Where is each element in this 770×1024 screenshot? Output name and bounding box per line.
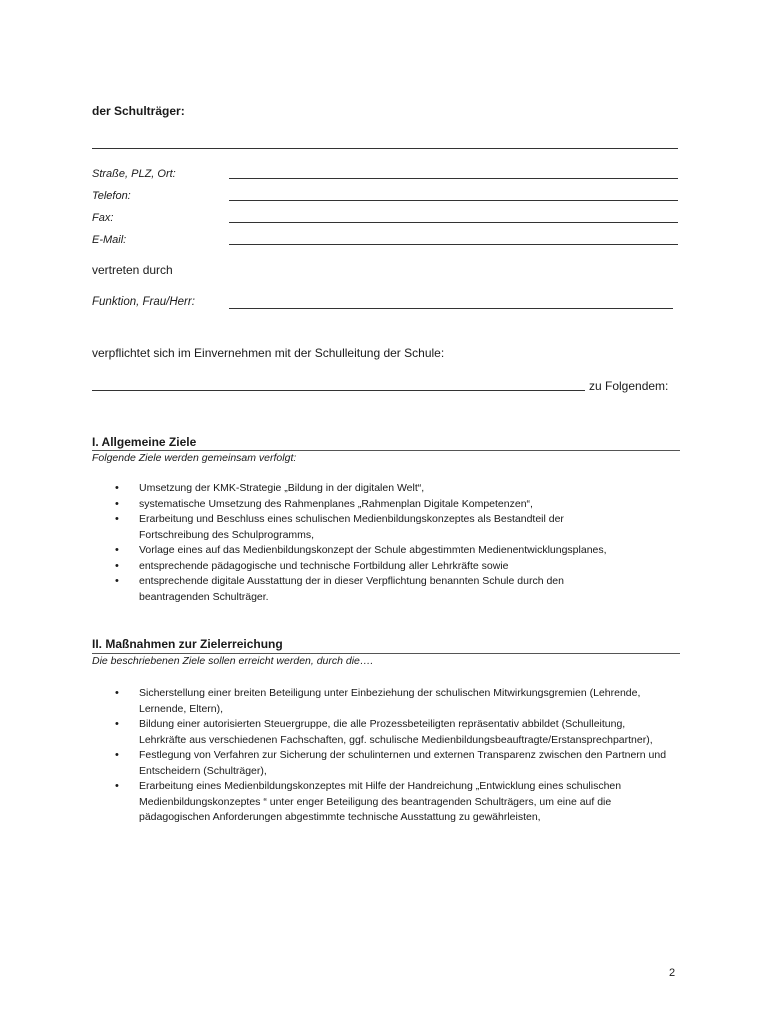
- school-authority-heading: der Schulträger:: [92, 104, 185, 118]
- page-number: 2: [669, 967, 676, 979]
- obligation-text: verpflichtet sich im Einvernehmen mit der Schulleitung der Schule:: [92, 346, 445, 360]
- field-line-address[interactable]: [229, 178, 678, 179]
- list-item: • Sicherstellung einer breiten Beteiligung unter Einbeziehung der schulischen Mitwirkungsgremien (Lehrende, Lernende, Eltern),: [115, 686, 675, 717]
- section-1-title: I. Allgemeine Ziele: [92, 435, 197, 449]
- field-label-address: Straße, PLZ, Ort:: [92, 168, 176, 180]
- obligation-suffix: zu Folgendem:: [589, 379, 669, 393]
- field-line-fax[interactable]: [229, 222, 678, 223]
- school-authority-name-line[interactable]: [92, 148, 678, 149]
- list-item: • systematische Umsetzung des Rahmenplanes „Rahmenplan Digitale Kompetenzen“,: [115, 497, 685, 513]
- list-item: • Bildung einer autorisierten Steuergruppe, die alle Prozessbeteiligten repräsentativ abbildet (Schulleitung, Lehrkräfte aus verschiedenen Fachschaften, ggf. schulische Medienbildungsbeauftragte/Erstansprechpartner),: [115, 717, 675, 748]
- section-2-list: [115, 686, 675, 826]
- list-item: • Festlegung von Verfahren zur Sicherung der schulinternen und externen Transparenz zwischen den Partnern und Entscheidern (Schulträger),: [115, 748, 675, 779]
- list-item: • Erarbeitung und Beschluss eines schulischen Medienbildungskonzeptes als Bestandteil der Fortschreibung des Schulprogramms,: [115, 512, 685, 543]
- function-label: Funktion, Frau/Herr:: [92, 296, 195, 308]
- section-1-rule: [92, 450, 680, 451]
- field-line-email[interactable]: [229, 244, 678, 245]
- field-line-phone[interactable]: [229, 200, 678, 201]
- school-name-line[interactable]: [92, 390, 585, 391]
- section-1-subtitle: Folgende Ziele werden gemeinsam verfolgt:: [92, 452, 297, 464]
- field-label-phone: Telefon:: [92, 190, 131, 202]
- field-label-fax: Fax:: [92, 212, 114, 224]
- section-1-list: [115, 481, 685, 605]
- section-2-rule: [92, 653, 680, 654]
- list-item: • Vorlage eines auf das Medienbildungskonzept der Schule abgestimmten Medienentwicklungsplanes,: [115, 543, 685, 559]
- list-item: • entsprechende pädagogische und technische Fortbildung aller Lehrkräfte sowie: [115, 559, 685, 575]
- field-label-email: E-Mail:: [92, 234, 127, 246]
- function-line[interactable]: [229, 308, 673, 309]
- section-2-subtitle: Die beschriebenen Ziele sollen erreicht werden, durch die….: [92, 655, 374, 667]
- list-item: • Umsetzung der KMK-Strategie „Bildung in der digitalen Welt“,: [115, 481, 685, 497]
- section-2-title: II. Maßnahmen zur Zielerreichung: [92, 637, 283, 651]
- represented-by-text: vertreten durch: [92, 263, 173, 277]
- list-item: • Erarbeitung eines Medienbildungskonzeptes mit Hilfe der Handreichung „Entwicklung eines schulischen Medienbildungskonzeptes “ unter enger Beteiligung des beantragenden Schulträgers, um eine auf die pädagogischen Anforderungen abgestimmte technische Ausstattung zu gewährleisten,: [115, 779, 675, 826]
- list-item: • entsprechende digitale Ausstattung der in dieser Verpflichtung benannten Schule durch den beantragenden Schulträger.: [115, 574, 685, 605]
